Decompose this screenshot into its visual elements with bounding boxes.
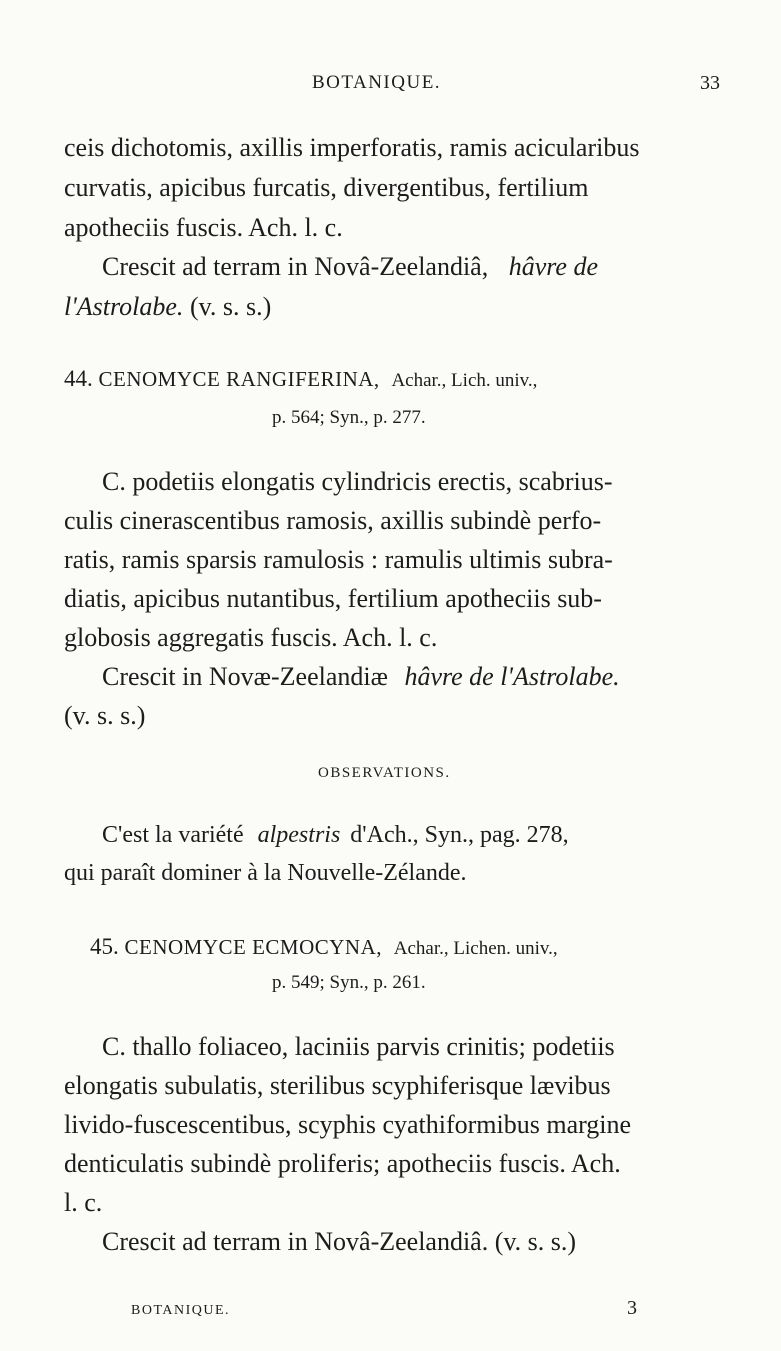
description-line: culis cinerascentibus ramosis, axillis subindè perfo- [64,506,602,535]
entry-heading [90,934,558,960]
observation-line: qui paraît dominer à la Nouvelle-Zélande. [64,860,467,886]
footer-signature-mark: 3 [627,1297,637,1319]
footer-signature-title: BOTANIQUE. [131,1303,231,1318]
crescit-text: Crescit ad terram in Novâ-Zeelandiâ, [102,252,489,281]
observation-line [102,820,569,850]
species-name: CENOMYCE RANGIFERINA, [98,367,380,391]
crescit-line [102,252,598,282]
variety-italic: alpestris [257,822,341,848]
description-line: l. c. [64,1188,103,1217]
entry-heading [64,366,537,392]
description-line: C. thallo foliaceo, laciniis parvis crinitis; podetiis [102,1032,615,1061]
species-name: CENOMYCE ECMOCYNA, [124,935,383,959]
crescit-status: (v. s. s.) [64,701,146,730]
description-line: ratis, ramis sparsis ramulosis : ramulis ultimis subra- [64,545,613,574]
entry-reference: p. 564; Syn., p. 277. [272,407,426,428]
entry-reference: Achar., Lich. univ., [391,370,538,391]
crescit-line [64,292,271,322]
description-line: C. podetiis elongatis cylindricis erectis, scabrius- [102,467,613,496]
entry-reference: Achar., Lichen. univ., [393,938,558,959]
text-line: apotheciis fuscis. Ach. l. c. [64,213,343,242]
crescit-status: (v. s. s.) [189,292,272,321]
description-line: livido-fuscescentibus, scyphis cyathiformibus margine [64,1110,632,1139]
entry-number: 44. [64,366,93,391]
observation-text: d'Ach., Syn., pag. 278, [350,822,569,848]
entry-reference: p. 549; Syn., p. 261. [272,972,426,993]
crescit-line [102,662,620,692]
locality-italic: l'Astrolabe. [64,292,184,321]
entry-number: 45. [90,934,119,959]
crescit-line: Crescit ad terram in Novâ-Zeelandiâ. (v. s. s.) [102,1227,577,1256]
crescit-text: Crescit in Novæ-Zeelandiæ [102,662,388,691]
description-line: globosis aggregatis fuscis. Ach. l. c. [64,623,438,652]
text-line: curvatis, apicibus furcatis, divergentibus, fertilium [64,173,589,202]
running-header-title: BOTANIQUE. [312,72,442,93]
locality-italic: hâvre de [508,252,598,281]
description-line: elongatis subulatis, sterilibus scyphiferisque lævibus [64,1071,611,1100]
page-number: 33 [700,72,720,94]
description-line: denticulatis subindè proliferis; apotheciis fuscis. Ach. [64,1149,621,1178]
text-line: ceis dichotomis, axillis imperforatis, ramis acicularibus [64,133,640,162]
observations-heading: OBSERVATIONS. [318,765,451,781]
description-line: diatis, apicibus nutantibus, fertilium apotheciis sub- [64,584,602,613]
locality-italic: hâvre de l'Astrolabe. [404,662,620,691]
observation-text: C'est la variété [102,822,244,848]
